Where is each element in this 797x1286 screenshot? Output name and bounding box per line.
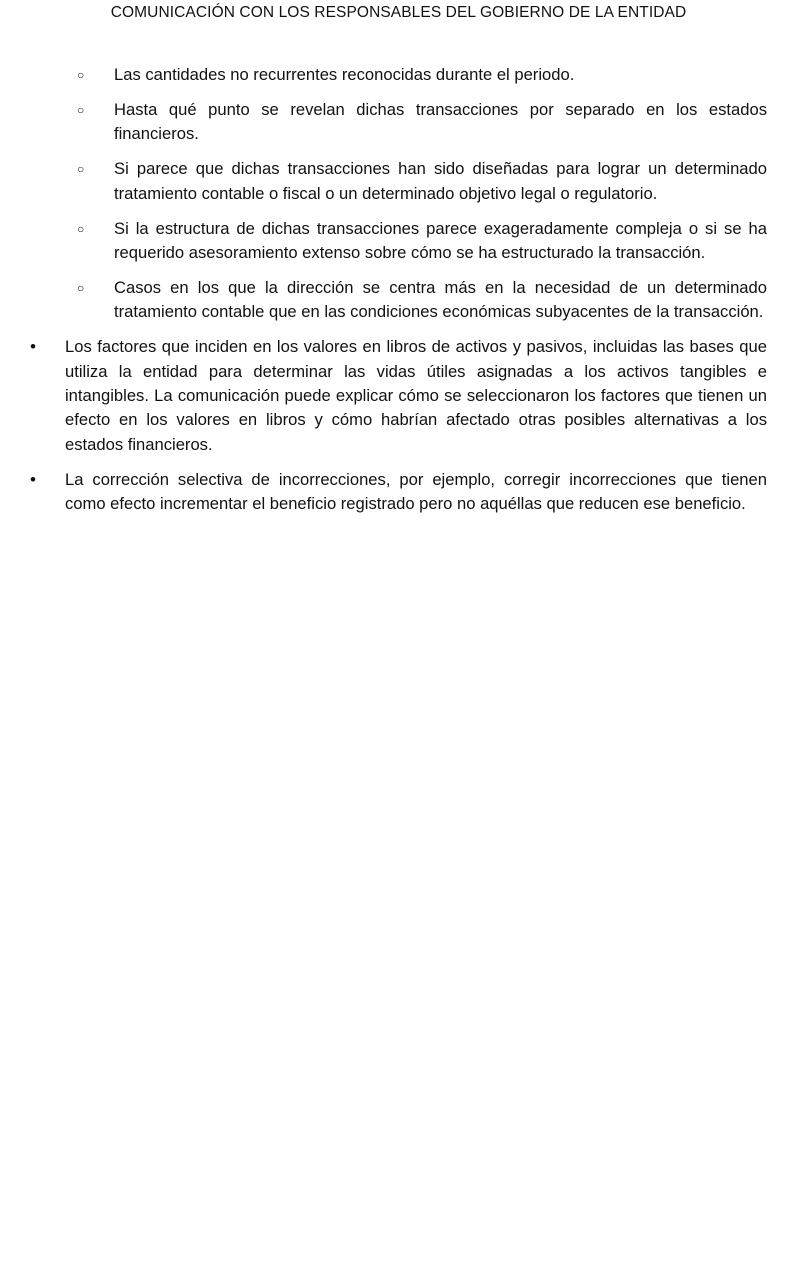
filled-bullet-icon: •: [30, 469, 36, 489]
hollow-circle-bullet-icon: ○: [77, 221, 85, 236]
main-list-item-text: La corrección selectiva de incorrecciones, por ejemplo, corregir incorrecciones que tienen como efecto incrementar el beneficio registrado pero no aquéllas que reducen ese beneficio.: [65, 469, 767, 514]
main-list-item: [30, 335, 767, 457]
main-list-item-text: Los factores que inciden en los valores en libros de activos y pasivos, incluidas las bases que utiliza la entidad para determinar las vidas útiles asignadas a los activos tangibles e intangibles. La comunicación puede explicar cómo se seleccionaron los factores que tienen un efecto en los valores en libros y cómo habrían afectado otras posibles alternativas a los estados financieros.: [65, 337, 767, 454]
hollow-circle-bullet-icon: ○: [77, 162, 85, 177]
sub-list-item-text: Si parece que dichas transacciones han sido diseñadas para lograr un determinado tratamiento contable o fiscal o un determinado objetivo legal o regulatorio.: [114, 159, 767, 203]
hollow-circle-bullet-icon: ○: [77, 102, 85, 117]
sub-list-item: [77, 63, 767, 87]
sub-list-item-text: Si la estructura de dichas transacciones parece exageradamente compleja o si se ha requerido asesoramiento extenso sobre cómo se ha estructurado la transacción.: [114, 218, 767, 262]
sub-list-item: [77, 157, 767, 206]
hollow-circle-bullet-icon: ○: [77, 68, 85, 82]
filled-bullet-icon: •: [30, 337, 36, 357]
hollow-circle-bullet-icon: ○: [77, 280, 85, 295]
sub-list-item-text: Casos en los que la dirección se centra más en la necesidad de un determinado tratamiento contable que en las condiciones económicas subyacentes de la transacción.: [114, 277, 767, 322]
sub-list-item: [77, 276, 767, 325]
document-body: [0, 63, 797, 527]
sub-list-item: [77, 217, 767, 266]
main-list-item: [30, 468, 767, 517]
sub-list-item-text: Hasta qué punto se revelan dichas transacciones por separado en los estados financieros.: [114, 99, 767, 144]
page-header: COMUNICACIÓN CON LOS RESPONSABLES DEL GOBIERNO DE LA ENTIDAD: [110, 4, 687, 21]
sub-list-item: [77, 98, 767, 147]
sub-list-item-text: Las cantidades no recurrentes reconocidas durante el periodo.: [114, 65, 575, 84]
